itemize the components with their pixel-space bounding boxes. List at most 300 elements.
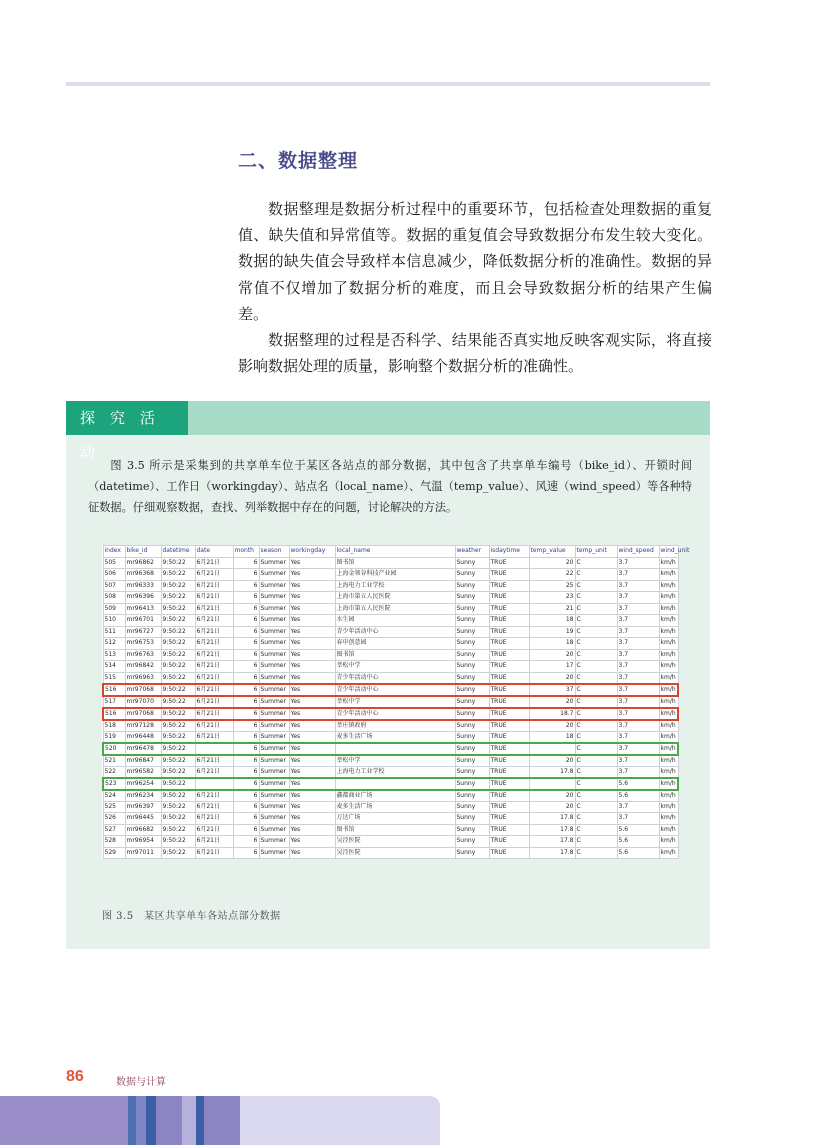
table-cell: Summer bbox=[259, 731, 289, 743]
table-cell: Summer bbox=[259, 557, 289, 569]
table-cell: Yes bbox=[289, 580, 335, 592]
table-cell: 6 bbox=[233, 557, 259, 569]
table-cell: Sunny bbox=[455, 731, 489, 743]
table-cell: 5.6 bbox=[617, 790, 659, 802]
table-cell: Summer bbox=[259, 661, 289, 673]
table-cell: 莘庄镇政府 bbox=[335, 720, 455, 732]
table-cell bbox=[529, 743, 575, 755]
table-cell: 508 bbox=[103, 592, 125, 604]
table-cell: 511 bbox=[103, 626, 125, 638]
table-cell: Yes bbox=[289, 569, 335, 581]
column-header: season bbox=[259, 546, 289, 558]
table-cell: 5.6 bbox=[617, 847, 659, 859]
table-cell: Summer bbox=[259, 824, 289, 836]
table-cell: 510 bbox=[103, 615, 125, 627]
table-cell: Yes bbox=[289, 720, 335, 732]
column-header: wind_speed bbox=[617, 546, 659, 558]
table-cell: 9:50:22 bbox=[161, 720, 195, 732]
table-cell: Sunny bbox=[455, 696, 489, 708]
table-cell: 6月21日 bbox=[195, 847, 233, 859]
table-cell: Yes bbox=[289, 603, 335, 615]
activity-header bbox=[66, 401, 710, 461]
table-cell: 3.7 bbox=[617, 743, 659, 755]
table-cell: 莘松中学 bbox=[335, 755, 455, 767]
table-cell: Summer bbox=[259, 615, 289, 627]
table-cell: mr96701 bbox=[125, 615, 161, 627]
table-cell: mr96445 bbox=[125, 813, 161, 825]
table-cell: 524 bbox=[103, 790, 125, 802]
table-cell: 6 bbox=[233, 603, 259, 615]
table-cell: Sunny bbox=[455, 790, 489, 802]
table-cell: C bbox=[575, 569, 617, 581]
table-cell: Yes bbox=[289, 661, 335, 673]
table-cell: 春申创意园 bbox=[335, 638, 455, 650]
table-cell: Summer bbox=[259, 766, 289, 778]
table-cell: 19 bbox=[529, 626, 575, 638]
table-cell: 上海金领谷科技产业园 bbox=[335, 569, 455, 581]
table-cell: TRUE bbox=[489, 824, 529, 836]
table-cell: km/h bbox=[659, 801, 678, 813]
table-cell: TRUE bbox=[489, 801, 529, 813]
table-cell: 麦多生活广场 bbox=[335, 801, 455, 813]
table-cell: TRUE bbox=[489, 684, 529, 696]
table-cell: 6 bbox=[233, 626, 259, 638]
table-cell: TRUE bbox=[489, 615, 529, 627]
table-cell: 9:50:22 bbox=[161, 592, 195, 604]
table-cell: Yes bbox=[289, 755, 335, 767]
table-cell: mr96478 bbox=[125, 743, 161, 755]
table-cell: 3.7 bbox=[617, 638, 659, 650]
table-row bbox=[103, 569, 678, 581]
table-cell: C bbox=[575, 626, 617, 638]
table-cell: 莘松中学 bbox=[335, 696, 455, 708]
table-cell: 20 bbox=[529, 801, 575, 813]
table-cell: 6月21日 bbox=[195, 801, 233, 813]
table-cell bbox=[335, 778, 455, 790]
table-cell: 6 bbox=[233, 580, 259, 592]
table-cell: Sunny bbox=[455, 661, 489, 673]
table-cell: Sunny bbox=[455, 569, 489, 581]
table-cell: 6月21日 bbox=[195, 592, 233, 604]
table-cell: 9:50:22 bbox=[161, 684, 195, 696]
activity-box bbox=[66, 401, 710, 949]
table-cell: C bbox=[575, 696, 617, 708]
table-cell: Yes bbox=[289, 801, 335, 813]
table-cell: km/h bbox=[659, 580, 678, 592]
table-cell: 20 bbox=[529, 790, 575, 802]
table-row bbox=[103, 731, 678, 743]
table-cell: mr97070 bbox=[125, 696, 161, 708]
table-cell: 6 bbox=[233, 813, 259, 825]
table-cell: 9:50:22 bbox=[161, 847, 195, 859]
column-header: weather bbox=[455, 546, 489, 558]
table-cell: TRUE bbox=[489, 708, 529, 720]
table-cell: 25 bbox=[529, 580, 575, 592]
table-cell: 3.7 bbox=[617, 557, 659, 569]
table-row bbox=[103, 603, 678, 615]
column-header: wind_unit bbox=[659, 546, 678, 558]
table-cell: 523 bbox=[103, 778, 125, 790]
table-cell: mr96763 bbox=[125, 649, 161, 661]
table-cell: 6月21日 bbox=[195, 766, 233, 778]
table-cell: 6月21日 bbox=[195, 661, 233, 673]
table-cell: 3.7 bbox=[617, 684, 659, 696]
table-row bbox=[103, 755, 678, 767]
table-cell: 17 bbox=[529, 661, 575, 673]
table-cell: 6月21日 bbox=[195, 580, 233, 592]
table-cell: Yes bbox=[289, 592, 335, 604]
table-cell: 9:50:22 bbox=[161, 813, 195, 825]
table-row bbox=[103, 696, 678, 708]
table-cell: 9:50:22 bbox=[161, 661, 195, 673]
table-cell: 6 bbox=[233, 672, 259, 684]
table-cell: C bbox=[575, 847, 617, 859]
table-cell: 3.7 bbox=[617, 755, 659, 767]
table-cell: Yes bbox=[289, 743, 335, 755]
table-cell: km/h bbox=[659, 824, 678, 836]
table-cell: Yes bbox=[289, 626, 335, 638]
table-cell: 513 bbox=[103, 649, 125, 661]
table-cell: Sunny bbox=[455, 684, 489, 696]
column-header: temp_value bbox=[529, 546, 575, 558]
table-cell: 6月21日 bbox=[195, 672, 233, 684]
table-cell: TRUE bbox=[489, 580, 529, 592]
table-cell: C bbox=[575, 592, 617, 604]
table-cell: km/h bbox=[659, 778, 678, 790]
table-cell: Sunny bbox=[455, 638, 489, 650]
table-cell: 3.7 bbox=[617, 813, 659, 825]
top-rule bbox=[66, 82, 710, 86]
table-cell: 6 bbox=[233, 801, 259, 813]
table-cell: 22 bbox=[529, 569, 575, 581]
table-cell: 6 bbox=[233, 778, 259, 790]
table-cell: 18 bbox=[529, 638, 575, 650]
table-cell: Yes bbox=[289, 708, 335, 720]
table-cell: 3.7 bbox=[617, 696, 659, 708]
table-cell: 17.8 bbox=[529, 813, 575, 825]
table-cell: 9:50:22 bbox=[161, 626, 195, 638]
table-cell: Sunny bbox=[455, 824, 489, 836]
table-cell: km/h bbox=[659, 569, 678, 581]
table-cell: 519 bbox=[103, 731, 125, 743]
table-cell: 6 bbox=[233, 569, 259, 581]
table-cell: 3.7 bbox=[617, 720, 659, 732]
table-cell: 9:50:22 bbox=[161, 708, 195, 720]
table-cell: 6月21日 bbox=[195, 569, 233, 581]
table-cell: 17.8 bbox=[529, 847, 575, 859]
table-cell: 6月21日 bbox=[195, 708, 233, 720]
table-cell: 6 bbox=[233, 743, 259, 755]
table-cell: 6 bbox=[233, 661, 259, 673]
table-cell: 6月21日 bbox=[195, 720, 233, 732]
table-cell: mr96847 bbox=[125, 755, 161, 767]
table-cell: Summer bbox=[259, 836, 289, 848]
column-header: date bbox=[195, 546, 233, 558]
table-cell: 3.7 bbox=[617, 801, 659, 813]
table-cell: 3.7 bbox=[617, 580, 659, 592]
column-header: bike_id bbox=[125, 546, 161, 558]
table-row bbox=[103, 766, 678, 778]
table-row bbox=[103, 708, 678, 720]
table-cell: 6月21日 bbox=[195, 731, 233, 743]
table-cell: 6月21日 bbox=[195, 790, 233, 802]
section-title: 二、数据整理 bbox=[238, 150, 359, 172]
table-row bbox=[103, 580, 678, 592]
table-cell: Summer bbox=[259, 813, 289, 825]
footer-decoration bbox=[0, 1096, 816, 1145]
table-cell: Yes bbox=[289, 847, 335, 859]
table-cell: TRUE bbox=[489, 836, 529, 848]
table-cell: mr97128 bbox=[125, 720, 161, 732]
table-cell: Summer bbox=[259, 580, 289, 592]
table-cell: 9:50:22 bbox=[161, 638, 195, 650]
table-cell: TRUE bbox=[489, 592, 529, 604]
table-cell: km/h bbox=[659, 836, 678, 848]
table-cell: 6月21日 bbox=[195, 557, 233, 569]
table-cell: Summer bbox=[259, 755, 289, 767]
table-cell: Summer bbox=[259, 649, 289, 661]
table-cell: Sunny bbox=[455, 801, 489, 813]
table-cell: 图书馆 bbox=[335, 557, 455, 569]
table-cell: 3.7 bbox=[617, 603, 659, 615]
table-cell: C bbox=[575, 755, 617, 767]
table-cell: Sunny bbox=[455, 755, 489, 767]
table-cell: km/h bbox=[659, 603, 678, 615]
table-cell: Summer bbox=[259, 569, 289, 581]
table-row bbox=[103, 743, 678, 755]
table-cell: C bbox=[575, 603, 617, 615]
table-cell: Summer bbox=[259, 778, 289, 790]
table-cell: 图书馆 bbox=[335, 824, 455, 836]
table-cell: km/h bbox=[659, 790, 678, 802]
table-cell: 5.6 bbox=[617, 836, 659, 848]
table-cell: 516 bbox=[103, 708, 125, 720]
table-row bbox=[103, 684, 678, 696]
running-title: 数据与计算 bbox=[116, 1077, 166, 1088]
table-cell: 6月21日 bbox=[195, 824, 233, 836]
table-cell: mr97011 bbox=[125, 847, 161, 859]
table-cell bbox=[335, 743, 455, 755]
table-row bbox=[103, 649, 678, 661]
table-cell: C bbox=[575, 708, 617, 720]
table-cell: Sunny bbox=[455, 743, 489, 755]
table-cell bbox=[195, 743, 233, 755]
table-cell: 3.7 bbox=[617, 649, 659, 661]
table-cell: TRUE bbox=[489, 778, 529, 790]
table-cell: 青少年活动中心 bbox=[335, 672, 455, 684]
table-cell: Summer bbox=[259, 743, 289, 755]
table-cell: 6月21日 bbox=[195, 626, 233, 638]
table-cell: Sunny bbox=[455, 708, 489, 720]
table-cell: Yes bbox=[289, 824, 335, 836]
table-cell: TRUE bbox=[489, 569, 529, 581]
table-cell: 20 bbox=[529, 649, 575, 661]
table-cell: C bbox=[575, 580, 617, 592]
table-cell: 518 bbox=[103, 720, 125, 732]
activity-text bbox=[88, 455, 692, 518]
table-cell: 18.7 bbox=[529, 708, 575, 720]
table-cell: C bbox=[575, 661, 617, 673]
table-cell: 6 bbox=[233, 824, 259, 836]
column-header: month bbox=[233, 546, 259, 558]
table-cell: 6 bbox=[233, 708, 259, 720]
table-cell: 522 bbox=[103, 766, 125, 778]
body-paragraph: 数据整理是数据分析过程中的重要环节，包括检查处理数据的重复值、缺失值和异常值等。数据的重复值会导致数据分布发生较大变化。数据的缺失值会导致样本信息减少，降低数据分析的准确性。数据的异常值不仅增加了数据分析的难度，而且会导致数据分析的结果产生偏差。 bbox=[238, 200, 712, 323]
table-cell: Sunny bbox=[455, 813, 489, 825]
table-cell: 6月21日 bbox=[195, 836, 233, 848]
table-cell: 6 bbox=[233, 755, 259, 767]
table-cell: 6月21日 bbox=[195, 649, 233, 661]
table-cell: TRUE bbox=[489, 626, 529, 638]
table-cell: 5.6 bbox=[617, 824, 659, 836]
column-header: datetime bbox=[161, 546, 195, 558]
table-cell bbox=[195, 778, 233, 790]
table-cell: Summer bbox=[259, 790, 289, 802]
table-cell: mr96727 bbox=[125, 626, 161, 638]
table-cell: 9:50:22 bbox=[161, 790, 195, 802]
table-cell: Sunny bbox=[455, 626, 489, 638]
table-cell: 9:50:22 bbox=[161, 569, 195, 581]
table-cell: 507 bbox=[103, 580, 125, 592]
table-cell: km/h bbox=[659, 626, 678, 638]
table-cell: Sunny bbox=[455, 847, 489, 859]
table-cell: Summer bbox=[259, 696, 289, 708]
table-cell: 6 bbox=[233, 790, 259, 802]
table-cell: km/h bbox=[659, 615, 678, 627]
table-cell: 9:50:22 bbox=[161, 649, 195, 661]
table-cell: km/h bbox=[659, 766, 678, 778]
table-cell: 9:50:22 bbox=[161, 580, 195, 592]
table-cell: C bbox=[575, 731, 617, 743]
table-cell: 6 bbox=[233, 696, 259, 708]
table-cell: mr96396 bbox=[125, 592, 161, 604]
table-cell: mr96333 bbox=[125, 580, 161, 592]
table-cell: km/h bbox=[659, 813, 678, 825]
table-cell: Sunny bbox=[455, 836, 489, 848]
table-cell: 528 bbox=[103, 836, 125, 848]
table-cell: 9:50:22 bbox=[161, 755, 195, 767]
table-cell: km/h bbox=[659, 649, 678, 661]
table-cell: 6月21日 bbox=[195, 755, 233, 767]
table-cell: 17.8 bbox=[529, 836, 575, 848]
table-cell: 521 bbox=[103, 755, 125, 767]
table-cell: TRUE bbox=[489, 755, 529, 767]
table-cell: mr96862 bbox=[125, 557, 161, 569]
table-cell: 6 bbox=[233, 766, 259, 778]
table-cell: TRUE bbox=[489, 743, 529, 755]
table-cell: Summer bbox=[259, 720, 289, 732]
table-cell: 6月21日 bbox=[195, 603, 233, 615]
table-cell: 3.7 bbox=[617, 672, 659, 684]
table-cell: 505 bbox=[103, 557, 125, 569]
table-cell: 3.7 bbox=[617, 766, 659, 778]
table-cell: C bbox=[575, 824, 617, 836]
table-cell: Summer bbox=[259, 638, 289, 650]
table-row bbox=[103, 615, 678, 627]
table-cell: km/h bbox=[659, 661, 678, 673]
table-cell: 5.6 bbox=[617, 778, 659, 790]
body-paragraph: 数据整理的过程是否科学、结果能否真实地反映客观实际，将直接影响数据处理的质量，影响整个数据分析的准确性。 bbox=[238, 331, 712, 376]
table-cell: 20 bbox=[529, 557, 575, 569]
table-cell: TRUE bbox=[489, 661, 529, 673]
table-cell: km/h bbox=[659, 731, 678, 743]
table-cell: Yes bbox=[289, 615, 335, 627]
table-cell: 青少年活动中心 bbox=[335, 708, 455, 720]
table-cell: Summer bbox=[259, 847, 289, 859]
table-cell: 水生园 bbox=[335, 615, 455, 627]
table-cell: 20 bbox=[529, 672, 575, 684]
table-cell bbox=[529, 778, 575, 790]
table-cell: Summer bbox=[259, 672, 289, 684]
table-cell: mr96753 bbox=[125, 638, 161, 650]
table-row bbox=[103, 847, 678, 859]
table-cell: 527 bbox=[103, 824, 125, 836]
table-cell: 525 bbox=[103, 801, 125, 813]
table-cell: 18 bbox=[529, 731, 575, 743]
table-cell: 麦多生活广场 bbox=[335, 731, 455, 743]
table-cell: 鑫都商业广场 bbox=[335, 790, 455, 802]
table-cell: 517 bbox=[103, 696, 125, 708]
table-cell: C bbox=[575, 801, 617, 813]
table-cell: 6 bbox=[233, 649, 259, 661]
table-cell: 青少年活动中心 bbox=[335, 626, 455, 638]
figure-table bbox=[102, 545, 690, 859]
table-cell: C bbox=[575, 778, 617, 790]
table-cell: Yes bbox=[289, 696, 335, 708]
table-cell: 514 bbox=[103, 661, 125, 673]
table-cell: TRUE bbox=[489, 731, 529, 743]
table-cell: Yes bbox=[289, 557, 335, 569]
table-cell: Sunny bbox=[455, 615, 489, 627]
table-cell: 莘松中学 bbox=[335, 661, 455, 673]
table-cell: TRUE bbox=[489, 766, 529, 778]
table-cell: 6 bbox=[233, 592, 259, 604]
table-cell: C bbox=[575, 672, 617, 684]
table-cell: km/h bbox=[659, 847, 678, 859]
table-cell: 9:50:22 bbox=[161, 801, 195, 813]
table-cell: 9:50:22 bbox=[161, 731, 195, 743]
table-cell: 上海市第五人民医院 bbox=[335, 603, 455, 615]
table-cell: 512 bbox=[103, 638, 125, 650]
table-cell: km/h bbox=[659, 684, 678, 696]
table-cell: 3.7 bbox=[617, 615, 659, 627]
table-cell: C bbox=[575, 743, 617, 755]
table-cell: TRUE bbox=[489, 557, 529, 569]
table-row bbox=[103, 557, 678, 569]
table-cell: Sunny bbox=[455, 580, 489, 592]
table-cell: mr97068 bbox=[125, 684, 161, 696]
table-cell: 9:50:22 bbox=[161, 766, 195, 778]
table-cell: TRUE bbox=[489, 603, 529, 615]
table-header-row bbox=[103, 546, 678, 558]
table-cell: 9:50:22 bbox=[161, 743, 195, 755]
table-cell: C bbox=[575, 836, 617, 848]
table-cell: C bbox=[575, 684, 617, 696]
table-cell: 6 bbox=[233, 684, 259, 696]
column-header: local_name bbox=[335, 546, 455, 558]
table-cell: 3.7 bbox=[617, 731, 659, 743]
table-cell: 9:50:22 bbox=[161, 824, 195, 836]
table-cell: mr96963 bbox=[125, 672, 161, 684]
table-row bbox=[103, 592, 678, 604]
table-cell: 20 bbox=[529, 720, 575, 732]
table-cell: TRUE bbox=[489, 813, 529, 825]
table-cell: km/h bbox=[659, 672, 678, 684]
table-cell: 516 bbox=[103, 684, 125, 696]
table-cell: Summer bbox=[259, 592, 289, 604]
table-cell: km/h bbox=[659, 592, 678, 604]
table-row bbox=[103, 824, 678, 836]
